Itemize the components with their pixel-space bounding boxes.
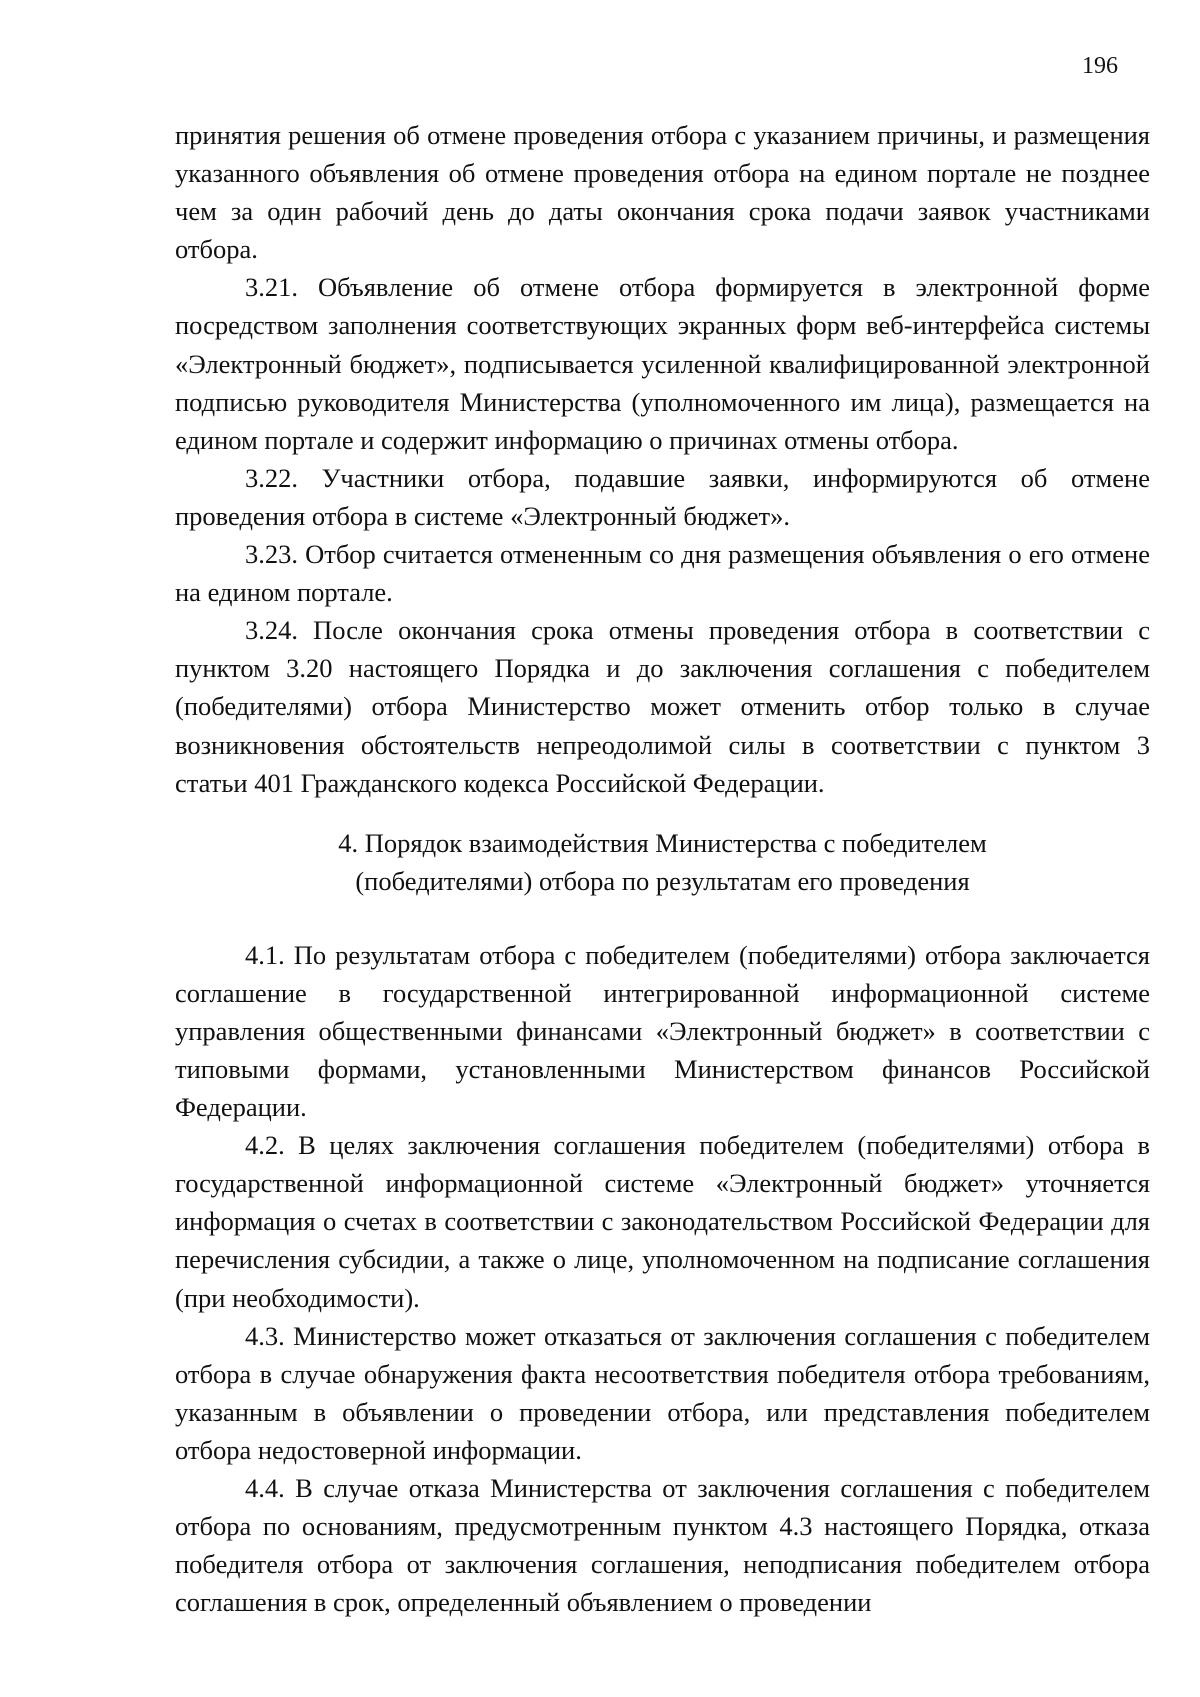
- section-4-heading-line-2: (победителями) отбора по результатам его проведения: [355, 865, 970, 896]
- paragraph-3-24: 3.24. После окончания срока отмены проведения отбора в соответствии с пунктом 3.20 настоящего Порядка и до заключения соглашения с победителем (победителями) отбора Министерство может отменить отбор только в случае возникновения обстоятельств непреодолимой силы в соответствии с пунктом 3 статьи 401 Гражданского кодекса Российской Федерации.: [175, 615, 1150, 798]
- paragraph-4-3: 4.3. Министерство может отказаться от заключения соглашения с победителем отбора в случае обнаружения факта несоответствия победителя отбора требованиям, указанным в объявлении о проведении отбора, или представления победителем отбора недостоверной информации.: [175, 1320, 1150, 1465]
- section-4-heading: [175, 824, 1150, 900]
- paragraph-4-2: 4.2. В целях заключения соглашения победителем (победителями) отбора в государственной информационной системе «Электронный бюджет» уточняется информация о счетах в соответствии с законодательством Российской Федерации для перечисления субсидии, а также о лице, уполномоченном на подписание соглашения (при необходимости).: [175, 1130, 1150, 1313]
- paragraph-3-22: 3.22. Участники отбора, подавшие заявки, информируются об отмене проведения отбора в системе «Электронный бюджет».: [175, 462, 1150, 531]
- paragraph-continuation: принятия решения об отмене проведения отбора с указанием причины, и размещения указанного объявления об отмене проведения отбора на едином портале не позднее чем за один рабочий день до даты окончания срока подачи заявок участниками отбора.: [175, 120, 1150, 265]
- page-number: 196: [1082, 53, 1118, 79]
- paragraph-3-21: 3.21. Объявление об отмене отбора формируется в электронной форме посредством заполнения соответствующих экранных форм веб-интерфейса системы «Электронный бюджет», подписывается усиленной квалифицированной электронной подписью руководителя Министерства (уполномоченного им лица), размещается на едином портале и содержит информацию о причинах отмены отбора.: [175, 272, 1150, 455]
- paragraph-4-4: 4.4. В случае отказа Министерства от заключения соглашения с победителем отбора по основаниям, предусмотренным пунктом 4.3 настоящего Порядка, отказа победителя отбора от заключения соглашения, неподписания победителем отбора соглашения в срок, определенный объявлением о проведении: [175, 1473, 1150, 1618]
- document-body: [175, 116, 1150, 1621]
- paragraph-4-1: 4.1. По результатам отбора с победителем (победителями) отбора заключается соглашение в государственной интегрированной информационной системе управления общественными финансами «Электронный бюджет» в соответствии с типовыми формами, установленными Министерством финансов Российской Федерации.: [175, 939, 1150, 1123]
- paragraph-3-23: 3.23. Отбор считается отмененным со дня размещения объявления о его отмене на едином портале.: [175, 539, 1150, 608]
- section-4-heading-line-1: 4. Порядок взаимодействия Министерства с победителем: [338, 827, 987, 858]
